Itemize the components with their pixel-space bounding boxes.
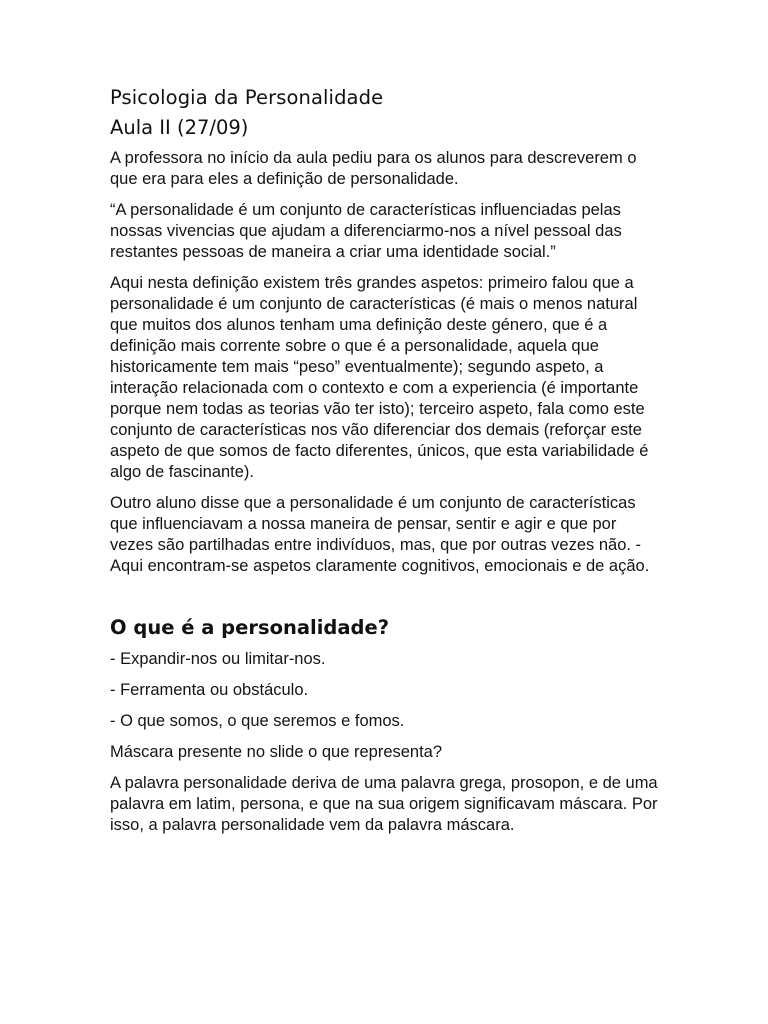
list-item: - O que somos, o que seremos e fomos. xyxy=(110,712,405,730)
section-heading: O que é a personalidade? xyxy=(110,616,390,639)
paragraph-other-student: Outro aluno disse que a personalidade é um conjunto de características que influenciavam a nossa maneira de pensar, sentir e agir e que por vezes são partilhadas entre indivíduos, mas, que por outras vezes não. - Aqui encontram-se aspetos claramente cognitivos, emocionais e de ação. xyxy=(110,494,650,575)
list-item: - Expandir-nos ou limitar-nos. xyxy=(110,650,326,668)
paragraph-mask-question: Máscara presente no slide o que representa? xyxy=(110,743,443,761)
paragraph-quote: “A personalidade é um conjunto de características influenciadas pelas nossas vivencias que ajudam a diferenciarmo-nos a nível pessoal das restantes pessoas de maneira a criar uma identidade social.” xyxy=(110,201,622,261)
paragraph-etymology: A palavra personalidade deriva de uma palavra grega, prosopon, e de uma palavra em latim, persona, e que na sua origem significavam máscara. Por isso, a palavra personalidade vem da palavra máscara. xyxy=(110,774,658,834)
list-item: - Ferramenta ou obstáculo. xyxy=(110,681,309,699)
document-title: Psicologia da Personalidade xyxy=(110,86,384,109)
paragraph-intro: A professora no início da aula pediu para os alunos para descreverem o que era para eles a definição de personalidade. xyxy=(110,149,637,188)
document-page xyxy=(110,84,660,846)
lesson-subtitle: Aula II (27/09) xyxy=(110,116,249,139)
paragraph-aspects: Aqui nesta definição existem três grandes aspetos: primeiro falou que a personalidade é um conjunto de características (é mais o menos natural que muitos dos alunos tenham uma definição deste género, que é a definição mais corrente sobre o que é a personalidade, aquela que historicamente tem mais “peso” eventualmente); segundo aspeto, a interação relacionada com o contexto e com a experiencia (é importante porque nem todas as teorias vão ter isto); terceiro aspeto, fala como este conjunto de características nos vão diferenciar dos demais (reforçar este aspeto de que somos de facto diferentes, únicos, que esta variabilidade é algo de fascinante). xyxy=(110,274,649,481)
